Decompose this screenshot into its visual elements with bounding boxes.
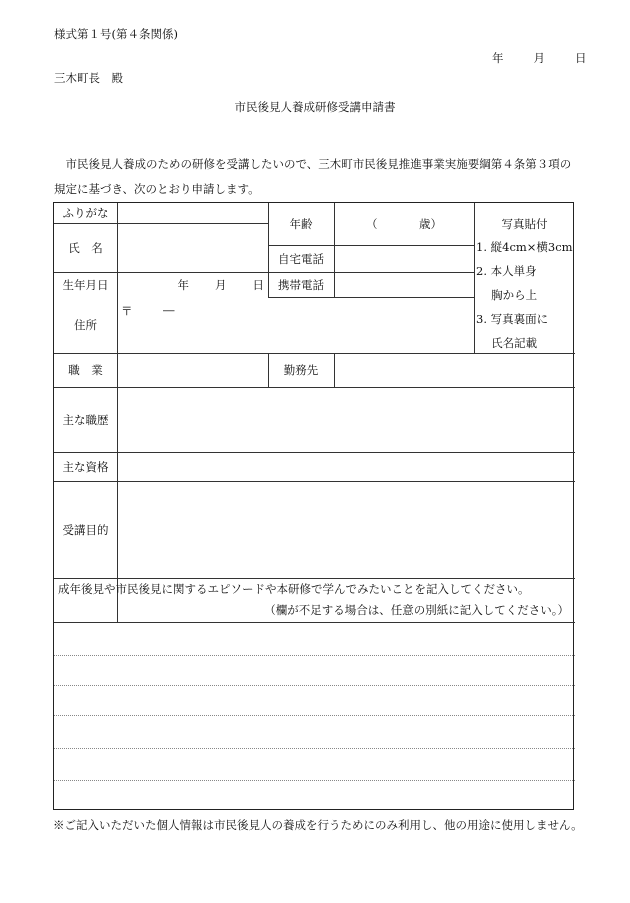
- mobile-phone-label: 携帯電話: [278, 277, 324, 292]
- name-field[interactable]: [117, 223, 268, 272]
- workplace-label: 勤務先: [283, 363, 319, 377]
- privacy-footnote: ※ご記入いただいた個人情報は市民後見人の養成を行うためにのみ利用し、他の用途に使用しません。: [53, 818, 583, 832]
- name-label: 氏 名: [68, 240, 103, 255]
- qualifications-field[interactable]: [117, 452, 575, 481]
- address-field[interactable]: [117, 297, 474, 353]
- photo-title: 写真貼付: [501, 217, 548, 231]
- photo-note: 3. 写真裏面に: [476, 312, 549, 326]
- birth-year: 年: [177, 277, 189, 292]
- workplace-field[interactable]: [334, 353, 575, 387]
- addressee: 三木町長 殿: [54, 71, 123, 85]
- page-title: 市民後見人養成研修受講申請書: [234, 100, 396, 114]
- home-phone-field[interactable]: [334, 245, 474, 272]
- intro-text: 市民後見人養成のための研修を受講したいので、三木町市民後見推進事業実施要綱第４条第３項の規定に基づき、次のとおり申請します。: [54, 157, 572, 196]
- address-label: 住所: [74, 318, 97, 332]
- photo-note: 2. 本人単身: [476, 264, 537, 278]
- application-form: [53, 202, 574, 810]
- furigana-field[interactable]: [117, 203, 268, 223]
- birth-month: 月: [215, 277, 227, 292]
- occupation-label: 職 業: [68, 363, 103, 377]
- date-month: 月: [533, 51, 545, 65]
- photo-note: 1. 縦4cm×横3cm: [476, 240, 573, 254]
- postal-dash: ―: [163, 303, 175, 317]
- birth-field[interactable]: [117, 272, 268, 297]
- qualifications-label: 主な資格: [62, 459, 109, 474]
- career-field[interactable]: [117, 387, 575, 452]
- date-year: 年: [492, 51, 504, 65]
- photo-notes: [476, 235, 573, 355]
- form-number: 様式第１号(第４条関係): [54, 27, 178, 41]
- date-line: [492, 50, 587, 66]
- mobile-phone-field[interactable]: [334, 272, 474, 297]
- home-phone-label: 自宅電話: [278, 251, 324, 266]
- birth-day: 日: [252, 277, 264, 292]
- photo-note: 氏名記載: [476, 336, 538, 350]
- purpose-label: 受講目的: [62, 522, 109, 537]
- age-label: 年齢: [289, 217, 313, 231]
- occupation-field[interactable]: [117, 353, 268, 387]
- age-unit: 歳）: [419, 217, 442, 231]
- career-label: 主な職歴: [62, 412, 109, 427]
- photo-note: 胸から上: [476, 288, 538, 302]
- episode-field[interactable]: [54, 622, 575, 811]
- birth-label: 生年月日: [62, 277, 109, 292]
- purpose-field[interactable]: [117, 481, 575, 578]
- furigana-label: ふりがな: [62, 206, 109, 220]
- episode-prompt-note: （欄が不足する場合は、任意の別紙に記入してください。）: [264, 603, 569, 617]
- postal-mark: 〒: [121, 304, 133, 318]
- episode-prompt: 成年後見や市民後見に関するエピソードや本研修で学んでみたいことを記入してください。: [58, 582, 530, 596]
- age-field[interactable]: [334, 203, 474, 245]
- age-open: （: [366, 217, 378, 231]
- date-day: 日: [575, 51, 587, 65]
